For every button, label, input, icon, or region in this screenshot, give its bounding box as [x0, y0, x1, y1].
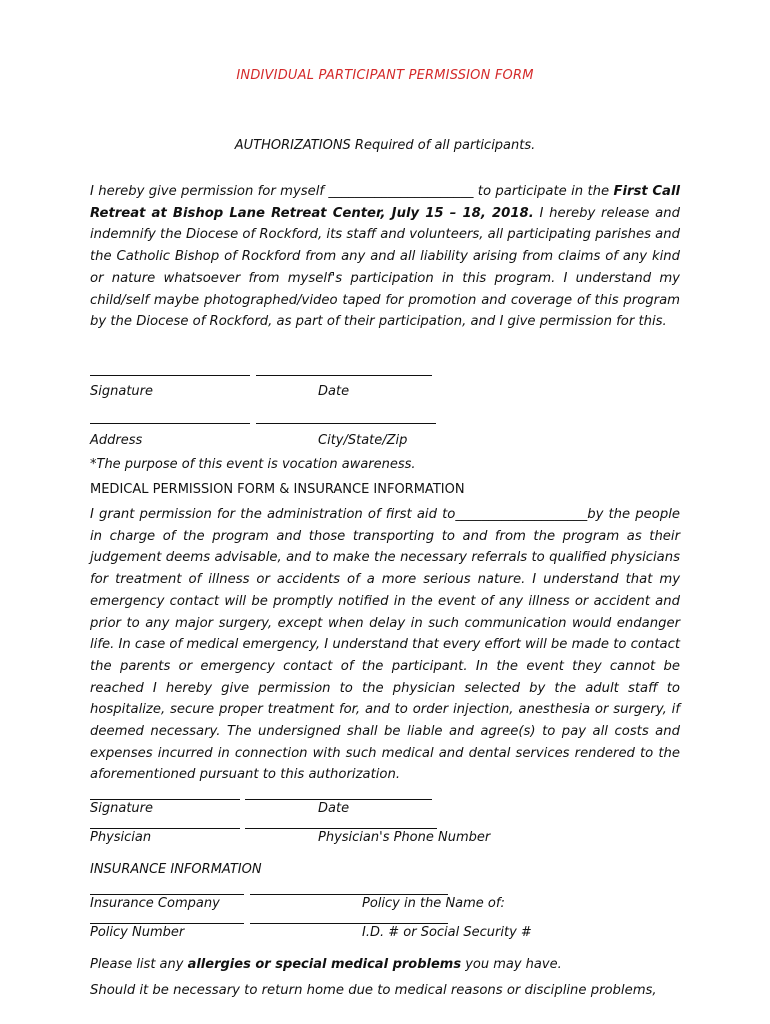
- allergies-prefix: Please list any: [90, 957, 188, 972]
- purpose-note: *The purpose of this event is vocation awareness.: [90, 457, 416, 472]
- authorization-text-body: I hereby release and indemnify the Diocese of Rockford, its staff and volunteers, all participating parishes and the Catholic Bishop of Rockford from any and all liability arising from claims of any kind or nature whatsoever from myself's participation in this program. I understand my child/self maybe photographed/video taped for promotion and coverage of this program by the Diocese of Rockford, as part of their participation, and I give permission for this.: [90, 205, 680, 330]
- id-number-line[interactable]: [250, 923, 448, 924]
- date-label: Date: [318, 384, 350, 399]
- authorization-text-intro: I hereby give permission for myself ______________________ to participate in the: [90, 184, 614, 199]
- authorization-paragraph: [90, 181, 680, 333]
- allergies-suffix: you may have.: [461, 957, 562, 972]
- medical-date-label: Date: [318, 801, 350, 816]
- policy-name-label: Policy in the Name of:: [362, 896, 505, 911]
- physician-phone-line[interactable]: [245, 828, 437, 829]
- policy-name-line[interactable]: [250, 894, 448, 895]
- city-state-zip-line[interactable]: [256, 423, 436, 424]
- authorizations-subtitle: AUTHORIZATIONS Required of all participants.: [234, 138, 536, 153]
- medical-date-line[interactable]: [245, 799, 432, 800]
- policy-number-line[interactable]: [90, 923, 244, 924]
- physician-label: Physician: [90, 830, 152, 845]
- medical-paragraph: I grant permission for the administration of first aid to____________________by the people in charge of the program and those transporting to and from the program as their judgement deems advisable, and to make the necessary referrals to qualified physicians for treatment of illness or accidents of a more serious nature. I understand that my emergency contact will be promptly notified in the event of any illness or accident and prior to any major surgery, except when delay in such communication would endanger life. In case of medical emergency, I understand that every effort will be made to contact the parents or emergency contact of the participant. In the event they cannot be reached I hereby give permission to the physician selected by the adult staff to hospitalize, secure proper treatment for, and to order injection, anesthesia or surgery, if deemed necessary. The undersigned shall be liable and agree(s) to pay all costs and expenses incurred in connection with such medical and dental services rendered to the aforementioned pursuant to this authorization.: [90, 507, 680, 783]
- return-home-paragraph: Should it be necessary to return home due to medical reasons or discipline problems,: [90, 983, 657, 998]
- insurance-heading: INSURANCE INFORMATION: [90, 862, 262, 877]
- address-label: Address: [90, 433, 143, 448]
- medical-signature-line[interactable]: [90, 799, 240, 800]
- policy-number-label: Policy Number: [90, 925, 185, 940]
- allergies-bold: allergies or special medical problems: [187, 957, 462, 972]
- city-state-zip-label: City/State/Zip: [318, 433, 408, 448]
- retreat-name: First Call Retreat at Bishop Lane Retreat Center, July 15 – 18, 2018.: [90, 184, 680, 221]
- insurance-company-label: Insurance Company: [90, 896, 220, 911]
- insurance-company-line[interactable]: [90, 894, 244, 895]
- id-number-label: I.D. # or Social Security #: [362, 925, 532, 940]
- physician-phone-label: Physician's Phone Number: [318, 830, 491, 845]
- allergies-prompt: [90, 957, 562, 972]
- signature-line[interactable]: [90, 375, 250, 376]
- address-line[interactable]: [90, 423, 250, 424]
- form-title: INDIVIDUAL PARTICIPANT PERMISSION FORM: [236, 68, 534, 83]
- signature-label: Signature: [90, 384, 154, 399]
- date-line[interactable]: [256, 375, 432, 376]
- medical-signature-label: Signature: [90, 801, 154, 816]
- medical-heading: MEDICAL PERMISSION FORM & INSURANCE INFORMATION: [90, 482, 465, 497]
- physician-line[interactable]: [90, 828, 240, 829]
